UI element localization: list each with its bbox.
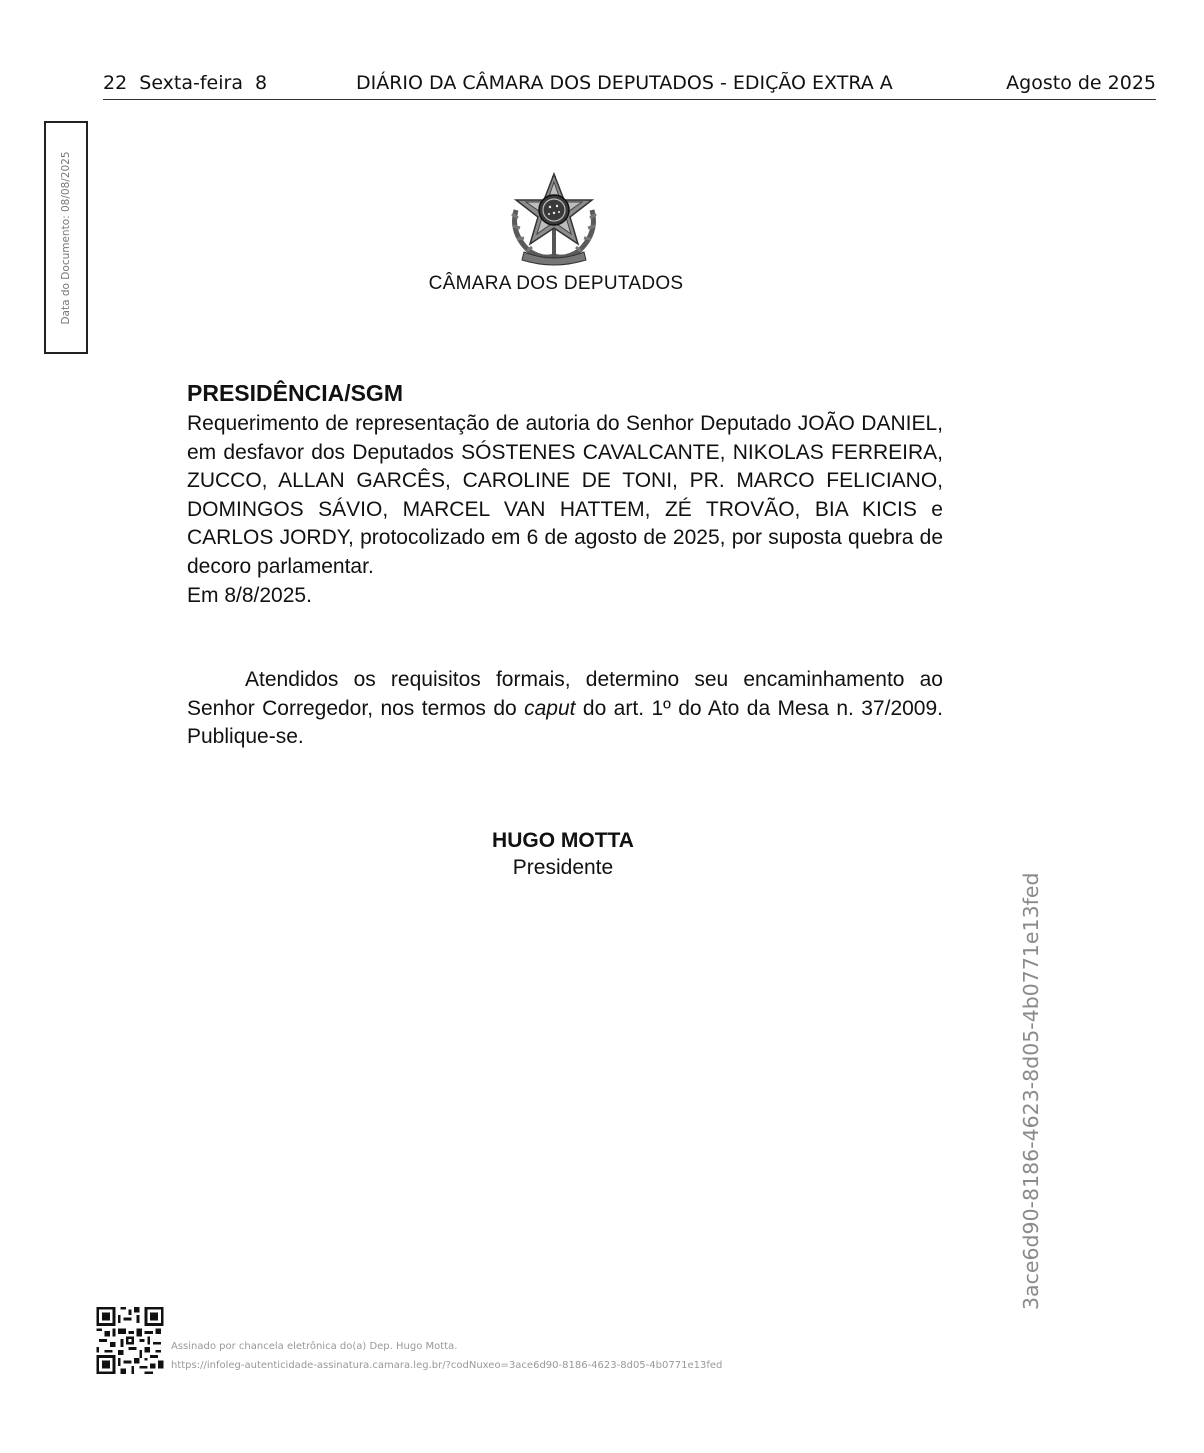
signatory-name: HUGO MOTTA	[492, 829, 634, 852]
page-header	[103, 68, 1156, 100]
authenticity-link[interactable]: https://infoleg-autenticidade-assinatura.camara.leg.br/?codNuxeo=3ace6d90-8186-4623-8d05-4b0771e13fed	[171, 1360, 723, 1371]
despacho-text-start: Atendidos os requisitos formais, determino seu encaminhamento ao Senhor Corregedor, nos termos do	[187, 668, 943, 720]
verification-code: 3ace6d90-8186-4623-8d05-4b0771e13fed	[1019, 872, 1043, 1310]
qr-code-icon[interactable]	[96, 1307, 164, 1374]
signature-footer-note: Assinado por chancela eletrônica do(a) Dep. Hugo Motta.	[171, 1341, 458, 1352]
institution-name: CÂMARA DOS DEPUTADOS	[428, 273, 684, 294]
header-month-year: Agosto de 2025	[1006, 72, 1156, 94]
requerimento-date: Em 8/8/2025.	[187, 583, 312, 607]
requerimento-text: Requerimento de representação de autoria do Senhor Deputado JOÃO DANIEL, em desfavor dos Deputados SÓSTENES CAVALCANTE, NIKOLAS FERREIRA, ZUCCO, ALLAN GARCÊS, CAROLINE DE TONI, PR. MARCO FELICIANO, DOMINGOS SÁVIO, MARCEL VAN HATTEM, ZÉ TROVÃO, BIA KICIS e CARLOS JORDY, protocolizado em 6 de agosto de 2025, por suposta quebra de decoro parlamentar.	[187, 412, 943, 578]
requerimento-block	[187, 410, 943, 610]
despacho-text-end: do art. 1º do Ato da Mesa n. 37/2009. Publique-se.	[187, 696, 943, 749]
brazil-coat-of-arms-icon	[502, 170, 606, 268]
document-date-stamp	[44, 121, 88, 354]
signatory-role: Presidente	[512, 856, 614, 879]
header-publication-title: DIÁRIO DA CÂMARA DOS DEPUTADOS - EDIÇÃO EXTRA A	[356, 72, 893, 94]
section-title: PRESIDÊNCIA/SGM	[187, 380, 403, 406]
document-date-text: Data do Documento: 08/08/2025	[60, 150, 72, 325]
header-page-date: 22 Sexta-feira 8	[103, 72, 268, 94]
despacho-italic-term: caput	[524, 696, 576, 720]
despacho-paragraph	[187, 666, 943, 752]
